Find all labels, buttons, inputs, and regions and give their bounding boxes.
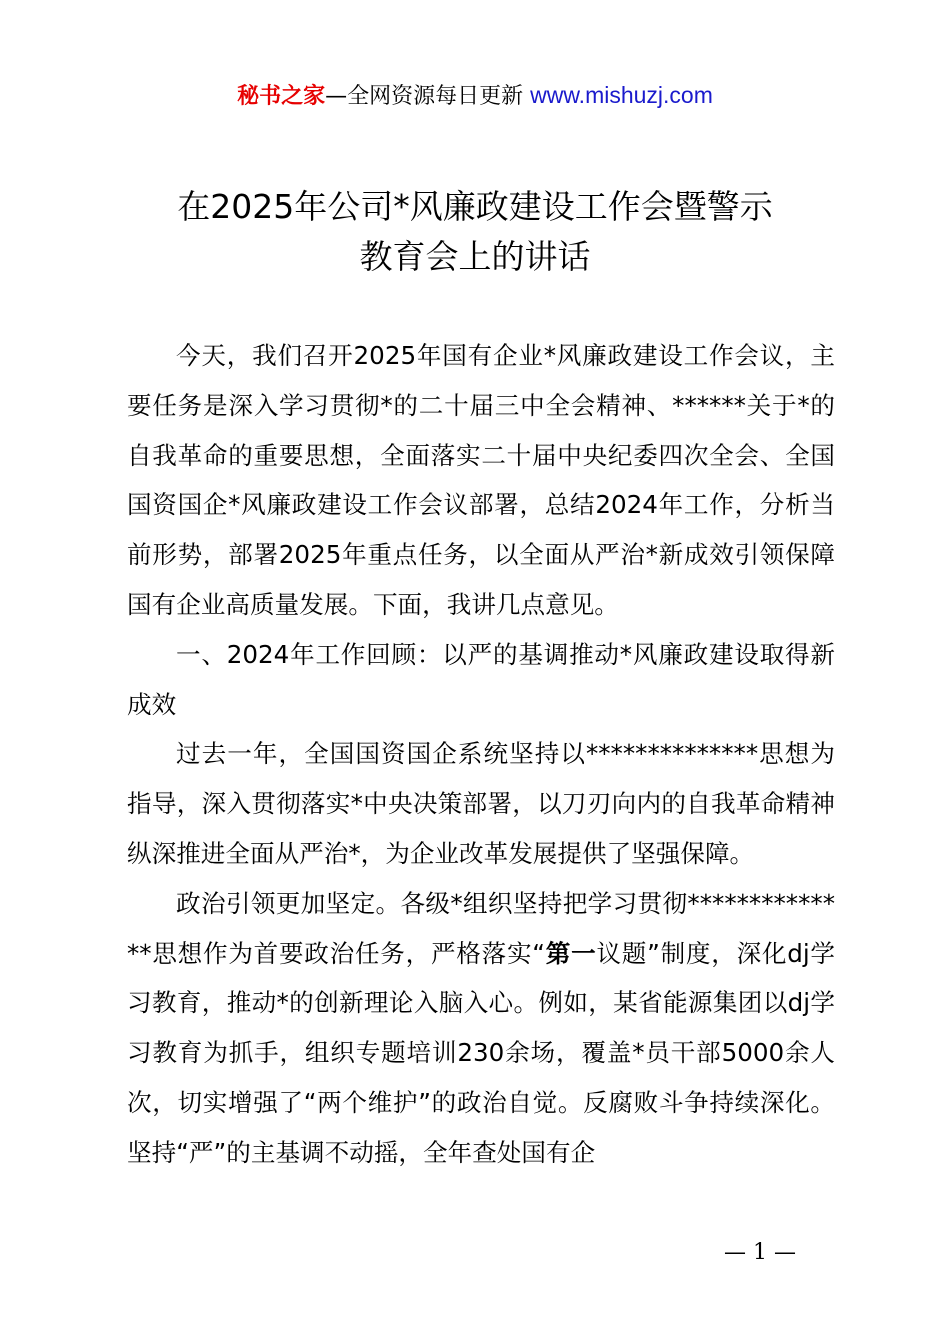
paragraph-intro: 今天，我们召开2025年国有企业*风廉政建设工作会议，主要任务是深入学习贯彻*的二十届三中全会精神、******关于*的自我革命的重要思想，全面落实二十届中央纪委四次全会、全国国资国企*风廉政建设工作会议部署，总结2024年工作，分析当前形势，部署2025年重点任务，以全面从严治*新成效引领保障国有企业高质量发展。下面，我讲几点意见。 [127, 341, 835, 619]
site-header [0, 78, 950, 114]
paragraph-review: 过去一年，全国国资国企系统坚持以**************思想为指导，深入贯彻落实*中央决策部署，以刀刃向内的自我革命精神纵深推进全面从严治*，为企业改革发展提供了坚强保障。 [127, 739, 835, 868]
brand-name: 秘书之家 [237, 84, 326, 109]
page-number: — 1 — [724, 1240, 796, 1265]
paragraph-text-before: 政治引领更加坚定。各级*组织坚持把学习贯彻**************思想作为首要政治任务，严格落实“ [127, 888, 835, 968]
header-slogan: —全网资源每日更新 [325, 84, 524, 109]
site-url-link[interactable]: www.mishuzj.com [530, 82, 713, 108]
title-line-2: 教育会上的讲话 [359, 237, 591, 276]
document-body [127, 331, 835, 1178]
paragraph-text-after: 议题”制度，深化dj学习教育，推动*的创新理论入脑入心。例如，某省能源集团以dj学习教育为抓手，组织专题培训230余场，覆盖*员干部5000余人次，切实增强了“两个维护”的政治自觉。反腐败斗争持续深化。坚持“严”的主基调不动摇，全年查处国有企 [127, 938, 835, 1167]
paragraph-political-guidance [127, 879, 835, 1178]
paragraph-bold-text: 第一 [545, 938, 597, 968]
section-heading-1: 一、2024年工作回顾：以严的基调推动*风廉政建设取得新成效 [127, 639, 835, 719]
document-title [0, 182, 950, 282]
title-line-1: 在2025年公司*风廉政建设工作会暨警示 [177, 187, 773, 226]
